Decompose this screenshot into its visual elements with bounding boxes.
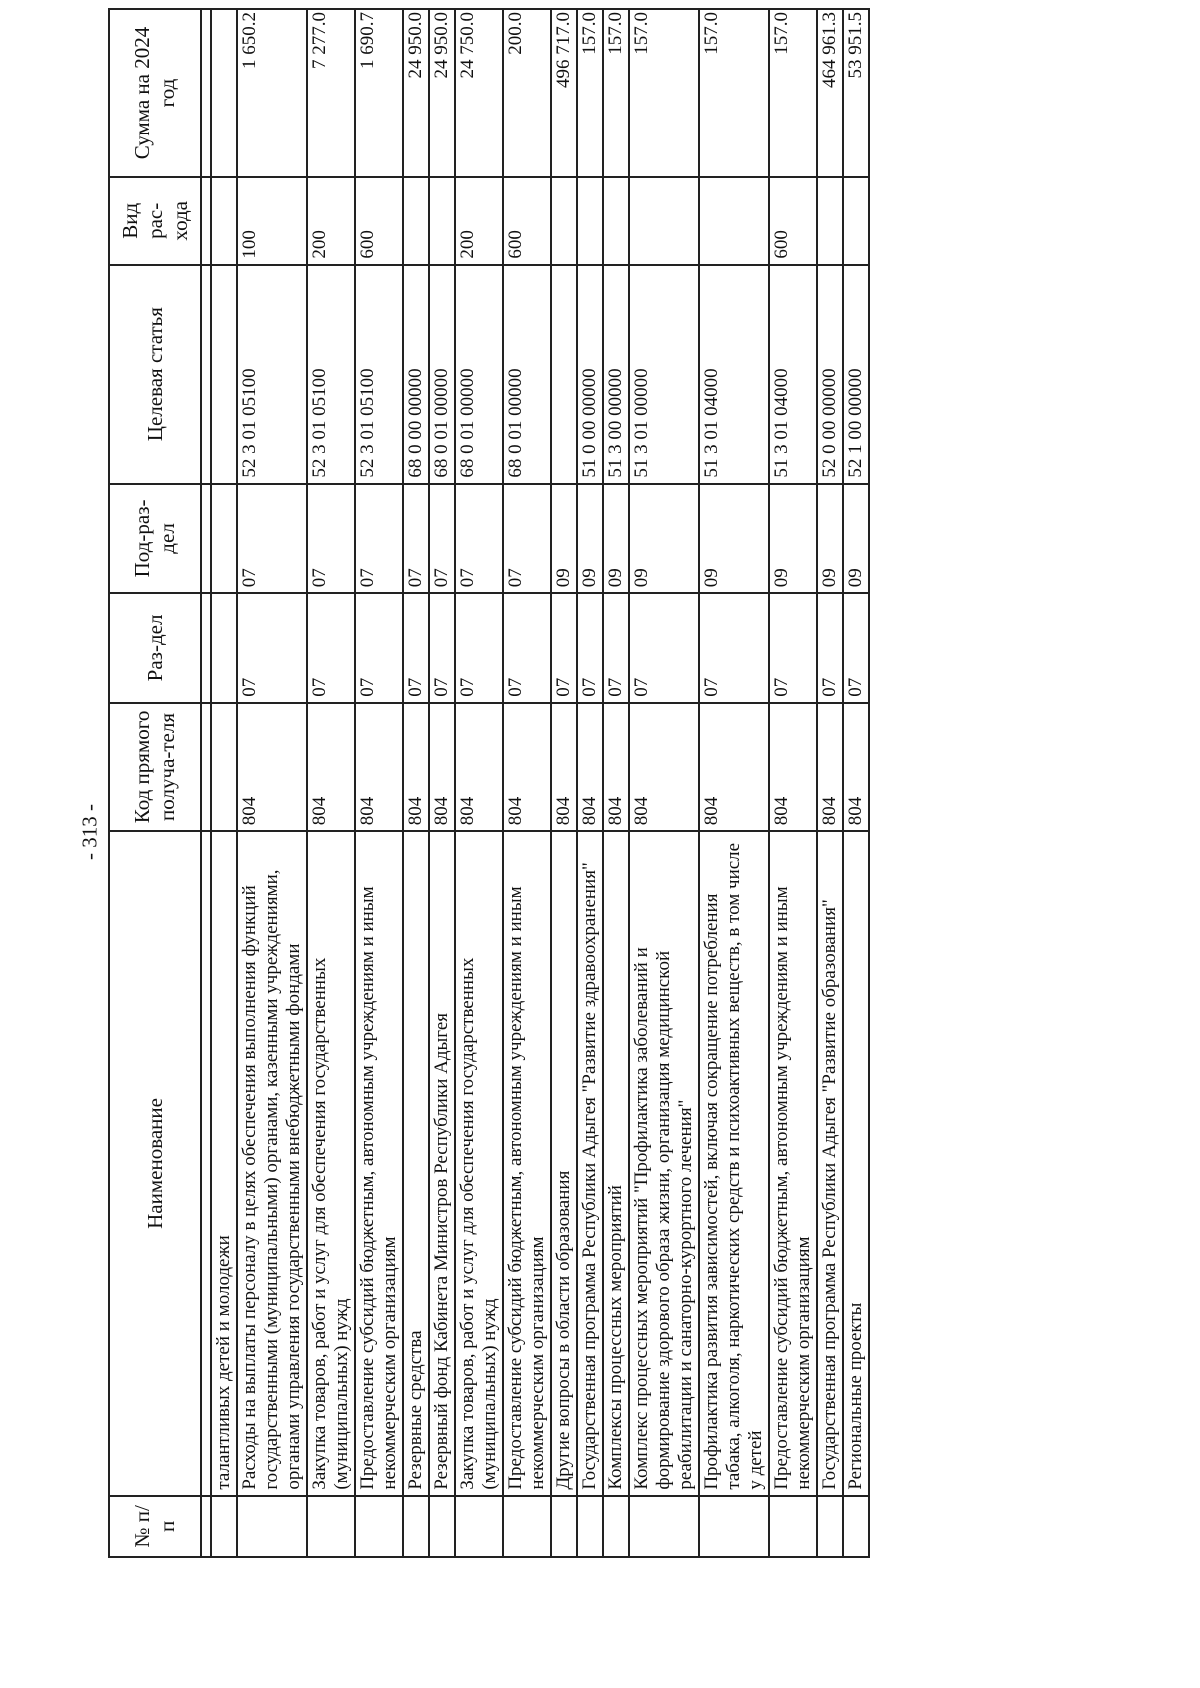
header-section: Раз-дел (109, 593, 201, 703)
row-target: 51 3 01 00000 (629, 265, 699, 484)
row-amount: 157.0 (603, 9, 629, 177)
budget-table (108, 8, 870, 1558)
row-section: 07 (577, 593, 603, 703)
row-amount: 157.0 (769, 9, 817, 177)
row-subsection: 07 (429, 484, 455, 594)
header-expense-type: Вид рас-хода (109, 177, 201, 265)
row-name: Другие вопросы в области образования (551, 831, 577, 1495)
row-index (455, 1496, 503, 1557)
row-subsection: 09 (817, 484, 843, 594)
row-index (603, 1496, 629, 1557)
row-target: 51 3 01 04000 (769, 265, 817, 484)
row-amount: 24 950.0 (403, 9, 429, 177)
row-index (237, 1496, 307, 1557)
row-expense-type: 100 (237, 177, 307, 265)
row-subsection: 09 (577, 484, 603, 594)
row-index (699, 1496, 769, 1557)
row-amount: 1 650.2 (237, 9, 307, 177)
row-recipient: 804 (769, 703, 817, 832)
row-name: Резервный фонд Кабинета Министров Республики Адыгея (429, 831, 455, 1495)
row-amount (211, 9, 237, 177)
row-index (403, 1496, 429, 1557)
row-target: 52 0 00 00000 (817, 265, 843, 484)
row-section: 07 (843, 593, 869, 703)
row-expense-type (699, 177, 769, 265)
table-row (211, 9, 237, 1557)
row-recipient: 804 (429, 703, 455, 832)
row-name: Профилактика развития зависимостей, включая сокращение потребления табака, алкоголя, наркотических средств и психоактивных веществ, в том числе у детей (699, 831, 769, 1495)
row-section: 07 (629, 593, 699, 703)
row-target: 68 0 01 00000 (429, 265, 455, 484)
row-amount: 496 717.0 (551, 9, 577, 177)
row-name: Государственная программа Республики Адыгея "Развитие образования" (817, 831, 843, 1495)
row-amount: 157.0 (577, 9, 603, 177)
row-index (503, 1496, 551, 1557)
row-amount: 200.0 (503, 9, 551, 177)
row-amount: 157.0 (699, 9, 769, 177)
table-row (403, 9, 429, 1557)
table-row (503, 9, 551, 1557)
row-expense-type: 200 (307, 177, 355, 265)
row-subsection: 09 (629, 484, 699, 594)
row-target: 51 3 00 00000 (603, 265, 629, 484)
row-subsection: 07 (403, 484, 429, 594)
row-name: Предоставление субсидий бюджетным, автономным учреждениям и иным некоммерческим организациям (355, 831, 403, 1495)
row-subsection: 09 (769, 484, 817, 594)
row-subsection: 07 (237, 484, 307, 594)
row-name: Расходы на выплаты персоналу в целях обеспечения выполнения функций государственными (муниципальными) органами, казенными учреждениями, органами управления государственными внебюджетными фондами (237, 831, 307, 1495)
row-amount: 24 750.0 (455, 9, 503, 177)
header-subsection: Под-раз-дел (109, 484, 201, 594)
row-section: 07 (455, 593, 503, 703)
page-number: - 313 - (77, 804, 102, 860)
row-subsection: 07 (355, 484, 403, 594)
row-target: 52 3 01 05100 (237, 265, 307, 484)
header-amount: Сумма на 2024 год (109, 9, 201, 177)
row-expense-type (211, 177, 237, 265)
row-target: 51 3 01 04000 (699, 265, 769, 484)
row-amount: 464 961.3 (817, 9, 843, 177)
row-subsection: 09 (551, 484, 577, 594)
header-target: Целевая статья (109, 265, 201, 484)
row-recipient: 804 (355, 703, 403, 832)
row-subsection (211, 484, 237, 594)
row-index (843, 1496, 869, 1557)
row-recipient: 804 (577, 703, 603, 832)
row-recipient: 804 (551, 703, 577, 832)
row-recipient: 804 (307, 703, 355, 832)
row-name: Региональные проекты (843, 831, 869, 1495)
header-name: Наименование (109, 831, 201, 1495)
row-expense-type: 600 (355, 177, 403, 265)
row-subsection: 09 (699, 484, 769, 594)
row-name: Комплекс процессных мероприятий "Профилактика заболеваний и формирование здорового образа жизни, организация медицинской реабилитации и санаторно-курортного лечения" (629, 831, 699, 1495)
row-target: 52 1 00 00000 (843, 265, 869, 484)
row-section (211, 593, 237, 703)
row-name: Предоставление субсидий бюджетным, автономным учреждениям и иным некоммерческим организациям (769, 831, 817, 1495)
table-row (355, 9, 403, 1557)
row-subsection: 07 (503, 484, 551, 594)
row-subsection: 09 (603, 484, 629, 594)
row-section: 07 (403, 593, 429, 703)
row-section: 07 (551, 593, 577, 703)
row-index (629, 1496, 699, 1557)
row-amount: 7 277.0 (307, 9, 355, 177)
rotated-page-content (108, 8, 1038, 1558)
row-expense-type (551, 177, 577, 265)
row-index (211, 1496, 237, 1557)
row-name: талантливых детей и молодежи (211, 831, 237, 1495)
table-row (455, 9, 503, 1557)
row-expense-type: 600 (769, 177, 817, 265)
row-expense-type: 200 (455, 177, 503, 265)
row-section: 07 (429, 593, 455, 703)
row-expense-type (843, 177, 869, 265)
table-row (551, 9, 577, 1557)
row-target: 68 0 01 00000 (455, 265, 503, 484)
row-recipient: 804 (237, 703, 307, 832)
row-amount: 157.0 (629, 9, 699, 177)
row-section: 07 (237, 593, 307, 703)
row-section: 07 (603, 593, 629, 703)
row-expense-type (817, 177, 843, 265)
row-recipient (211, 703, 237, 832)
row-recipient: 804 (403, 703, 429, 832)
row-target: 51 0 00 00000 (577, 265, 603, 484)
row-target (211, 265, 237, 484)
table-body (201, 9, 869, 1557)
row-index (769, 1496, 817, 1557)
table-row (817, 9, 843, 1557)
row-index (307, 1496, 355, 1557)
header-index: № п/п (109, 1496, 201, 1557)
table-spacer-row (201, 9, 211, 1557)
row-amount: 1 690.7 (355, 9, 403, 177)
row-recipient: 804 (843, 703, 869, 832)
table-row (307, 9, 355, 1557)
row-name: Предоставление субсидий бюджетным, автономным учреждениям и иным некоммерческим организациям (503, 831, 551, 1495)
row-recipient: 804 (455, 703, 503, 832)
row-amount: 53 951.5 (843, 9, 869, 177)
row-target: 68 0 01 00000 (503, 265, 551, 484)
row-index (817, 1496, 843, 1557)
row-amount: 24 950.0 (429, 9, 455, 177)
row-index (429, 1496, 455, 1557)
row-name: Закупка товаров, работ и услуг для обеспечения государственных (муниципальных) нужд (455, 831, 503, 1495)
row-name: Резервные средства (403, 831, 429, 1495)
row-section: 07 (503, 593, 551, 703)
row-index (355, 1496, 403, 1557)
row-subsection: 07 (307, 484, 355, 594)
row-section: 07 (355, 593, 403, 703)
table-header-row (109, 9, 201, 1557)
row-expense-type (577, 177, 603, 265)
row-expense-type (629, 177, 699, 265)
row-name: Комплексы процессных мероприятий (603, 831, 629, 1495)
row-target: 68 0 00 00000 (403, 265, 429, 484)
table-row (629, 9, 699, 1557)
row-expense-type: 600 (503, 177, 551, 265)
row-recipient: 804 (603, 703, 629, 832)
row-recipient: 804 (817, 703, 843, 832)
table-row (769, 9, 817, 1557)
row-index (577, 1496, 603, 1557)
row-expense-type (403, 177, 429, 265)
row-name: Государственная программа Республики Адыгея "Развитие здравоохранения" (577, 831, 603, 1495)
row-section: 07 (699, 593, 769, 703)
row-recipient: 804 (699, 703, 769, 832)
row-subsection: 09 (843, 484, 869, 594)
row-subsection: 07 (455, 484, 503, 594)
row-expense-type (603, 177, 629, 265)
row-name: Закупка товаров, работ и услуг для обеспечения государственных (муниципальных) нужд (307, 831, 355, 1495)
row-section: 07 (769, 593, 817, 703)
table-row (843, 9, 869, 1557)
table-row (699, 9, 769, 1557)
header-recipient: Код прямого получа-теля (109, 703, 201, 832)
row-target: 52 3 01 05100 (355, 265, 403, 484)
row-recipient: 804 (629, 703, 699, 832)
row-target: 52 3 01 05100 (307, 265, 355, 484)
row-target (551, 265, 577, 484)
table-row (577, 9, 603, 1557)
table-row (603, 9, 629, 1557)
row-section: 07 (817, 593, 843, 703)
row-index (551, 1496, 577, 1557)
row-recipient: 804 (503, 703, 551, 832)
table-row (237, 9, 307, 1557)
row-section: 07 (307, 593, 355, 703)
table-row (429, 9, 455, 1557)
row-expense-type (429, 177, 455, 265)
